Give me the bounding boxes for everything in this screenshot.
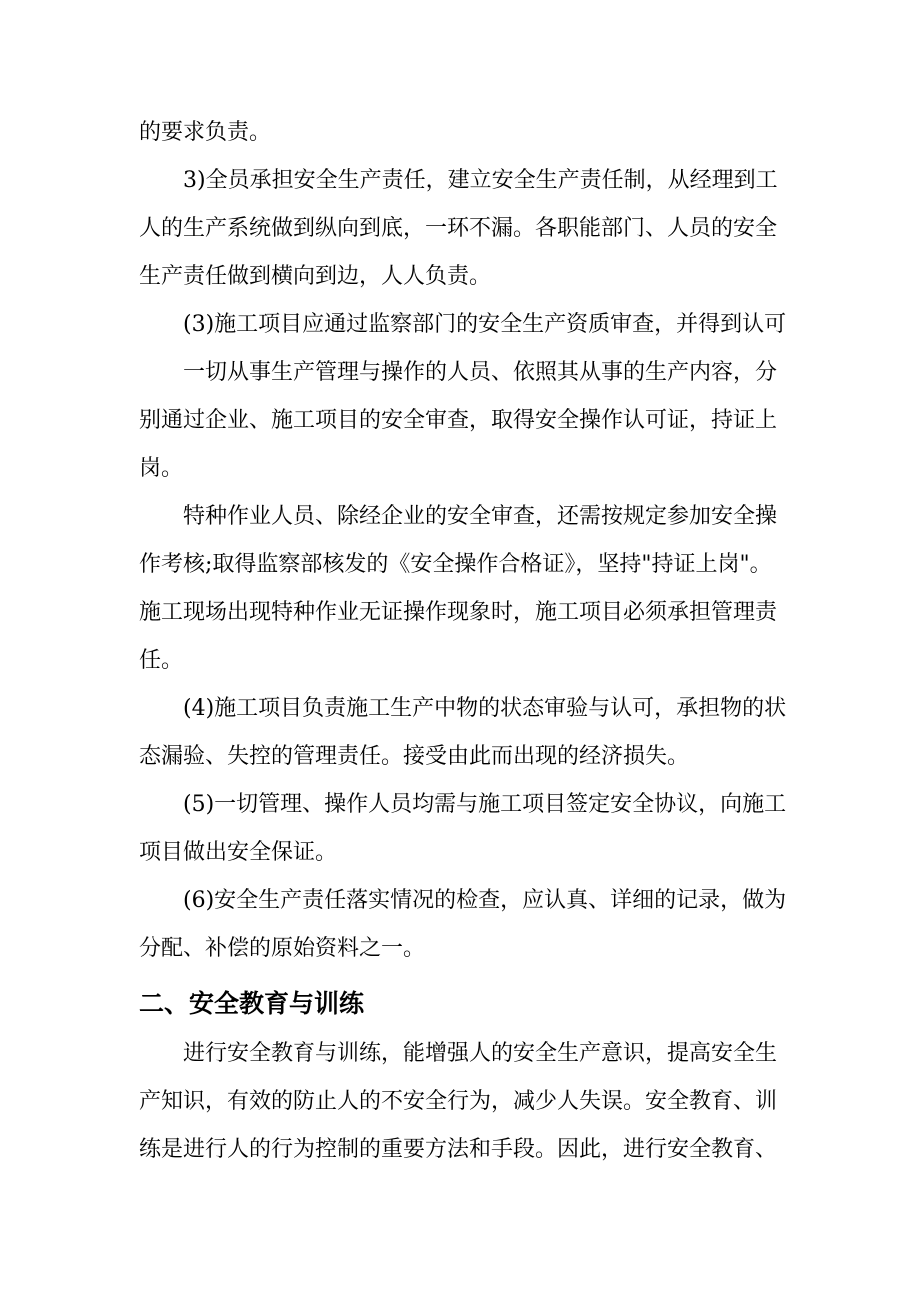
text-line: 作考核;取得监察部核发的《安全操作合格证》，坚持"持证上岗"。 [139,552,772,577]
text-line: (3)施工项目应通过监察部门的安全生产资质审查，并得到认可 [183,312,787,337]
document-body-top [139,109,787,973]
text-line: 施工现场出现特种作业无证操作现象时，施工项目必须承担管理责 [139,600,778,625]
text-line: 任。 [139,648,184,673]
text-line: 岗。 [139,456,184,481]
text-line: 人的生产系统做到纵向到底，一环不漏。各职能部门、人员的安全 [139,216,778,241]
text-line: (5)一切管理、操作人员均需与施工项目签定安全协议，向施工 [183,792,787,817]
document-body-bottom [139,1030,781,1174]
text-line: 一切从事生产管理与操作的人员、依照其从事的生产内容，分 [183,360,778,385]
text-line: 生产责任做到横向到边，人人负责。 [139,264,492,289]
text-line: 别通过企业、施工项目的安全审查，取得安全操作认可证，持证上 [139,408,778,433]
text-line: 进行安全教育与训练，能增强人的安全生产意识，提高安全生 [183,1041,778,1066]
text-line: 3)全员承担安全生产责任，建立安全生产责任制，从经理到工 [183,168,778,193]
text-line: 态漏验、失控的管理责任。接受由此而出现的经济损失。 [139,744,690,769]
text-line: (6)安全生产责任落实情况的检查，应认真、详细的记录，做为 [183,888,787,913]
text-line: 分配、补偿的原始资料之一。 [139,936,426,961]
section-heading: 二、安全教育与训练 [139,989,365,1018]
text-line: 产知识，有效的防止人的不安全行为，减少人失误。安全教育、训 [139,1089,778,1114]
text-line: 的要求负责。 [139,120,272,145]
text-line: 项目做出安全保证。 [139,840,338,865]
text-line: (4)施工项目负责施工生产中物的状态审验与认可，承担物的状 [183,696,787,721]
text-line: 练是进行人的行为控制的重要方法和手段。因此，进行安全教育、 [139,1137,778,1162]
text-line: 特种作业人员、除经企业的安全审查，还需按规定参加安全操 [183,504,778,529]
